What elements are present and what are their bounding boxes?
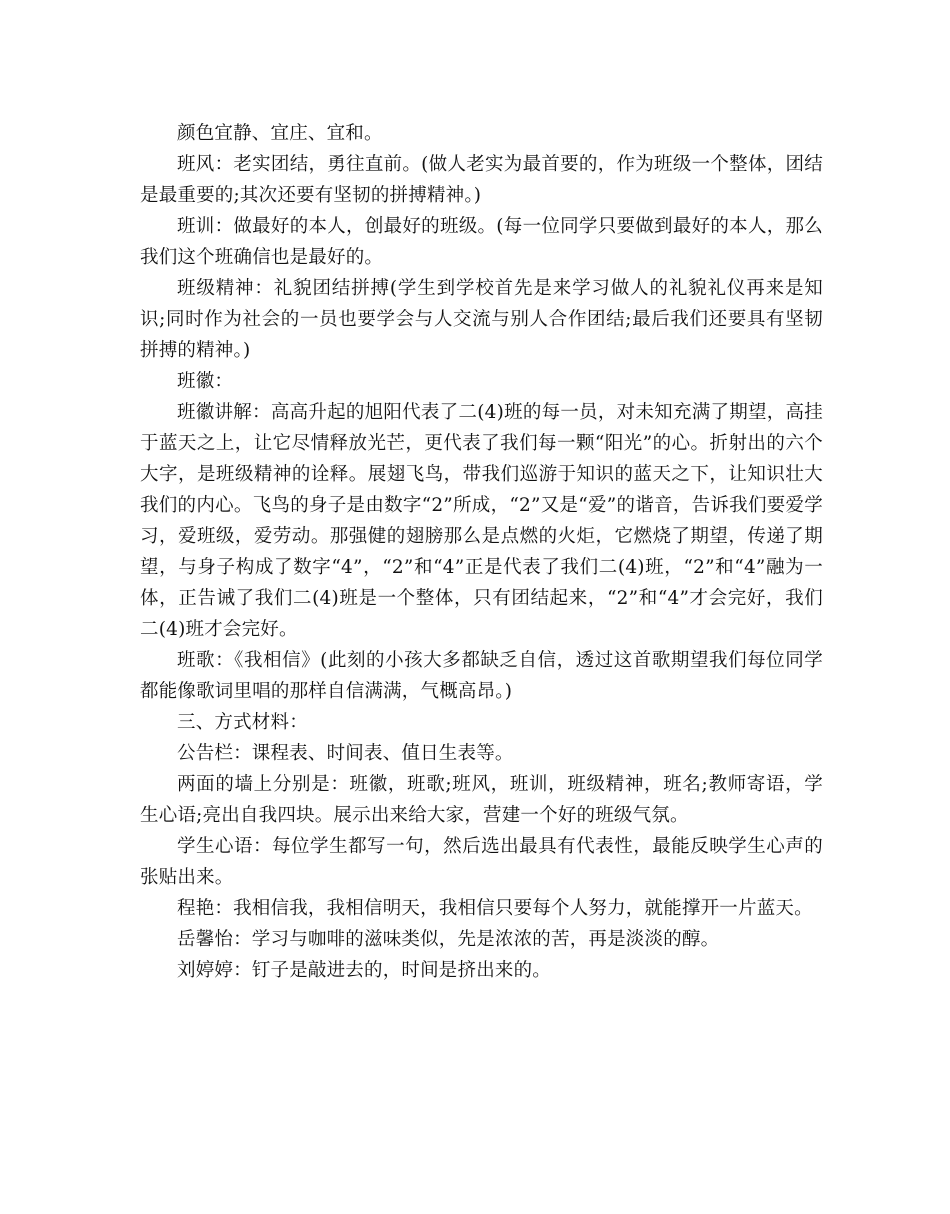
paragraph-bulletin-board: 公告栏：课程表、时间表、值日生表等。 xyxy=(177,743,514,764)
paragraph-student-voices: 学生心语：每位学生都写一句，然后选出最具有代表性，最能反映学生心声的张贴出来。 xyxy=(140,836,823,888)
paragraph-class-emblem: 班徽： xyxy=(177,371,234,392)
paragraph-section-heading: 三、方式材料： xyxy=(177,712,308,733)
paragraph-wall-layout: 两面的墙上分别是：班徽，班歌;班风，班训，班级精神，班名;教师寄语，学生心语;亮出自我四块。展示出来给大家，营建一个好的班级气氛。 xyxy=(140,774,823,826)
paragraph-quote-yue-xinyi: 岳馨怡：学习与咖啡的滋味类似，先是浓浓的苦，再是淡淡的醇。 xyxy=(177,929,720,950)
paragraph-color: 颜色宜静、宜庄、宜和。 xyxy=(177,123,383,144)
paragraph-class-song: 班歌：《我相信》(此刻的小孩大多都缺乏自信，透过这首歌期望我们每位同学都能像歌词里唱的那样自信满满，气概高昂。) xyxy=(140,650,823,702)
paragraph-quote-liu-tingting: 刘婷婷：钉子是敲进去的，时间是挤出来的。 xyxy=(177,960,552,981)
paragraph-quote-cheng-yan: 程艳：我相信我，我相信明天，我相信只要每个人努力，就能撑开一片蓝天。 xyxy=(177,898,813,919)
paragraph-emblem-explanation: 班徽讲解：高高升起的旭阳代表了二(4)班的每一员，对未知充满了期望，高挂于蓝天之上，让它尽情释放光芒，更代表了我们每一颗“阳光”的心。折射出的六个大字，是班级精神的诠释。展翅飞鸟，带我们巡游于知识的蓝天之下，让知识壮大我们的内心。飞鸟的身子是由数字“2”所成，“2”又是“爱”的谐音，告诉我们要爱学习，爱班级，爱劳动。那强健的翅膀那么是点燃的火炬，它燃烧了期望，传递了期望，与身子构成了数字“4”，“2”和“4”正是代表了我们二(4)班，“2”和“4”融为一体，正告诫了我们二(4)班是一个整体，只有团结起来，“2”和“4”才会完好，我们二(4)班才会完好。 xyxy=(140,402,823,640)
paragraph-class-spirit: 班级精神：礼貌团结拼搏(学生到学校首先是来学习做人的礼貌礼仪再来是知识;同时作为社会的一员也要学会与人交流与别人合作团结;最后我们还要具有坚韧拼搏的精神。) xyxy=(140,278,823,361)
paragraph-class-motto: 班训：做最好的本人，创最好的班级。(每一位同学只要做到最好的本人，那么我们这个班确信也是最好的。 xyxy=(140,216,823,268)
document-body xyxy=(140,118,823,986)
paragraph-class-style: 班风：老实团结，勇往直前。(做人老实为最首要的，作为班级一个整体，团结是最重要的;其次还要有坚韧的拼搏精神。) xyxy=(140,154,823,206)
